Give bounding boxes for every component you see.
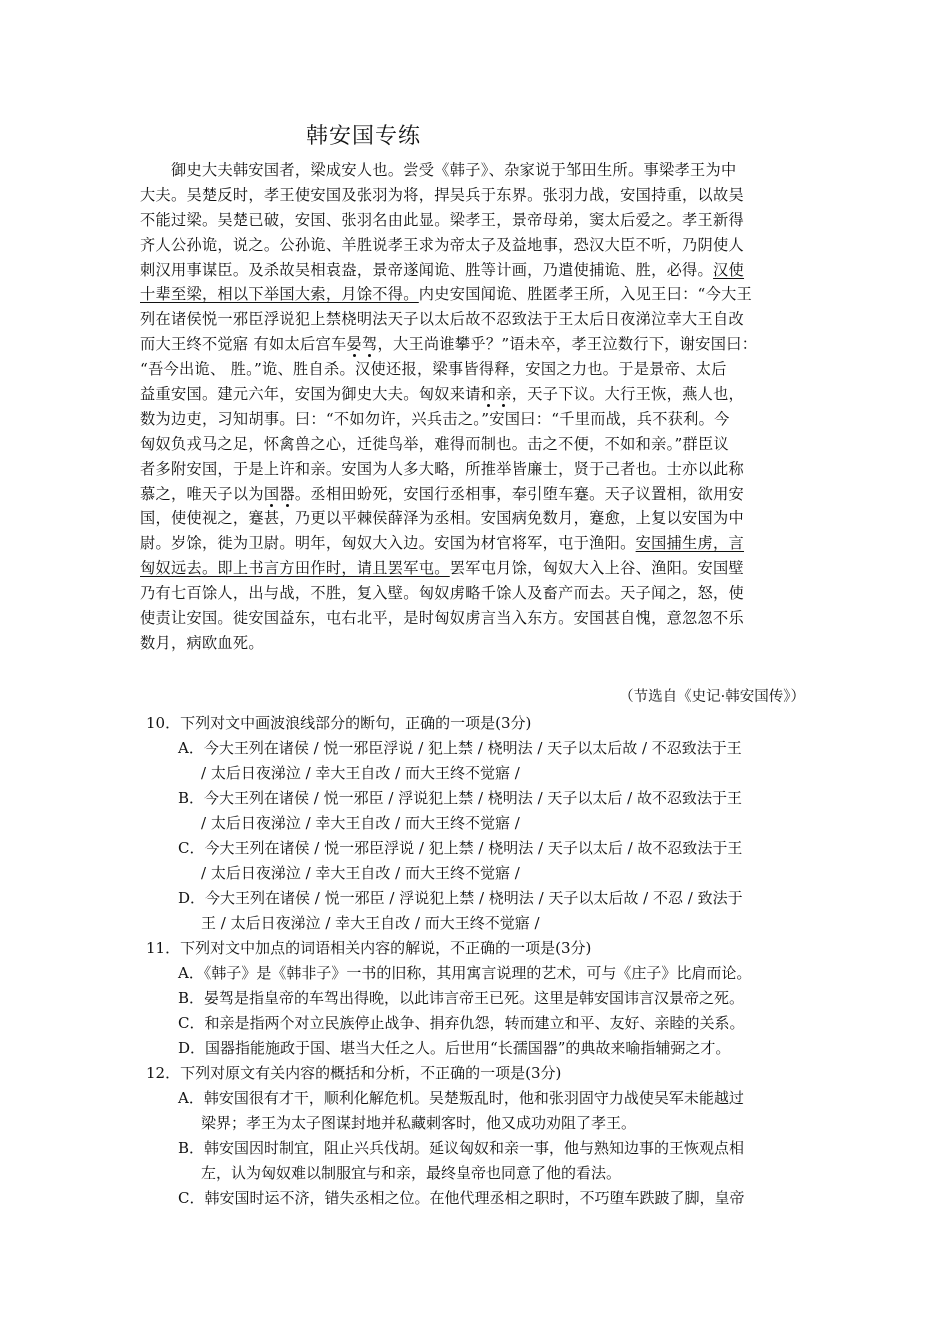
passage-line: 使责让安国。徙安国益东，屯右北平，是时匈奴虏言当入东方。安国甚自愧，意忽忽不乐	[140, 609, 745, 628]
answer-option-continued: 王 / 太后日夜涕泣 / 幸大王自改 / 而大王终不觉寤 /	[201, 914, 540, 932]
dotted-char: 晏	[346, 335, 362, 354]
underlined-segment: 十辈至梁，相以下举国大索，月馀不得。	[140, 285, 419, 304]
dotted-term	[481, 385, 512, 403]
answer-option: A．今大王列在诸侯 / 悦一邪臣浮说 / 犯上禁 / 桡明法 / 天子以太后故 / 不忍致法于王	[178, 739, 742, 757]
underlined-segment: 安国捕生虏，言	[635, 534, 745, 553]
answer-option-continued: 左，认为匈奴难以制服宜与和亲，最终皇帝也同意了他的看法。	[201, 1164, 622, 1182]
document-title: 韩安国专练	[306, 124, 422, 149]
dotted-term	[346, 335, 377, 353]
passage-segment: ，天子下议。大行王恢，燕人也，	[511, 385, 745, 404]
passage-line: 乃有七百馀人，出与战，不胜，复入壁。匈奴虏略千馀人及畜产而去。天子闻之，怒，使	[140, 584, 745, 603]
answer-option: D．今大王列在诸侯 / 悦一邪臣 / 浮说犯上禁 / 桡明法 / 天子以太后故 / 不忍 / 致法于	[178, 889, 743, 907]
underlined-segment: 汉使	[713, 260, 745, 279]
dotted-char: 亲	[496, 385, 512, 404]
passage-line: 数月，病欧血死。	[140, 633, 264, 652]
answer-option: B．今大王列在诸侯 / 悦一邪臣 / 浮说犯上禁 / 桡明法 / 天子以太后 / 故不忍致法于王	[178, 789, 742, 807]
answer-option-continued: / 太后日夜涕泣 / 幸大王自改 / 而大王终不觉寤 /	[201, 814, 520, 832]
answer-option-continued: / 太后日夜涕泣 / 幸大王自改 / 而大王终不觉寤 /	[201, 764, 520, 782]
answer-option: D．国器指能施政于国、堪当大任之人。后世用“长孺国器”的典故来喻指辅弼之才。	[178, 1039, 731, 1057]
passage-line: 齐人公孙诡，说之。公孙诡、羊胜说孝王求为帝太子及益地事，恐汉大臣不听，乃阴使人	[140, 235, 745, 254]
dotted-char: 国	[263, 484, 280, 503]
passage-line: 匈奴负戎马之足，怀禽兽之心，迁徙鸟举，难得而制也。击之不便，不如和亲。”群臣议	[140, 434, 729, 453]
dotted-char: 器	[279, 484, 295, 503]
underlined-segment: 匈奴远去。即上书言方田作时，请且罢军屯。	[140, 559, 450, 578]
source-citation: （节选自《史记·韩安国传》）	[619, 689, 805, 705]
passage-segment: ，大王尚谁攀乎？”语未卒，孝王泣数行下，谢安国曰：	[377, 335, 758, 354]
passage-line	[140, 556, 820, 581]
passage-line: 国，使使视之，蹇甚，乃更以平棘侯薛泽为丞相。安国病免数月，蹇愈，上复以安国为中	[140, 509, 745, 528]
passage-segment: 而大王终不觉寤 有如太后宫车	[140, 335, 347, 354]
question-block	[146, 1061, 826, 1211]
question-stem: 10．下列对文中画波浪线部分的断句，正确的一项是(3分)	[146, 714, 532, 732]
answer-option: A．《韩子》是《韩非子》一书的旧称，其用寓言说理的艺术，可与《庄子》比肩而论。	[178, 964, 752, 982]
passage-line: 大夫。吴楚反时，孝王使安国及张羽为将，捍吴兵于东界。张羽力战，安国持重，以故吴	[140, 185, 745, 204]
passage-segment: 内史安国闻诡、胜匿孝王所，入见王曰：“今大王	[418, 285, 753, 304]
answer-option-continued: / 太后日夜涕泣 / 幸大王自改 / 而大王终不觉寤 /	[201, 864, 520, 882]
dotted-char: 驾	[361, 335, 378, 354]
passage-line	[140, 258, 820, 283]
passage-segment: 刺汉用事谋臣。及杀故吴相袁盎，景帝遂闻诡、胜等计画，乃遣使捕诡、胜，必得。	[140, 260, 714, 279]
passage-segment: 慕之，唯天子以为	[140, 484, 264, 503]
answer-option: A．韩安国很有才干，顺利化解危机。吴楚叛乱时，他和张羽固守力战使吴军未能越过	[178, 1089, 744, 1107]
passage-line	[140, 531, 820, 556]
question-stem: 11．下列对文中加点的词语相关内容的解说，不正确的一项是(3分)	[146, 939, 592, 957]
passage-line	[140, 332, 820, 357]
answer-option-continued: 梁界；孝王为太子图谋封地并私藏刺客时，他又成功劝阻了孝王。	[201, 1114, 637, 1132]
passage-segment: 。丞相田蚡死，安国行丞相事，奉引堕车蹇。天子议置相，欲用安	[294, 484, 745, 503]
question-block	[146, 711, 826, 936]
passage-line: 不能过梁。吴楚已破，安国、张羽名由此显。梁孝王，景帝母弟，窦太后爱之。孝王新得	[140, 210, 745, 229]
passage-segment: 益重安国。建元六年，安国为御史大夫。匈奴来请	[140, 385, 481, 404]
answer-option: C．今大王列在诸侯 / 悦一邪臣浮说 / 犯上禁 / 桡明法 / 天子以太后 / 故不忍致法于王	[178, 839, 743, 857]
passage-segment: 尉。岁馀，徙为卫尉。明年，匈奴大入边。安国为材官将军，屯于渔阳。	[140, 534, 636, 553]
passage-text	[140, 158, 820, 656]
answer-option: C．韩安国时运不济，错失丞相之位。在他代理丞相之职时，不巧堕车跌跛了脚，皇帝	[178, 1189, 745, 1207]
passage-line: 列在诸侯悦一邪臣浮说犯上禁桡明法天子以太后故不忍致法于王太后日夜涕泣幸大王自改	[140, 310, 745, 329]
passage-line	[140, 282, 820, 307]
answer-option: B．韩安国因时制宜，阻止兴兵伐胡。延议匈奴和亲一事，他与熟知边事的王恢观点相	[178, 1139, 745, 1157]
passage-line	[140, 482, 820, 507]
question-block	[146, 936, 826, 1061]
question-stem: 12．下列对原文有关内容的概括和分析，不正确的一项是(3分)	[146, 1064, 562, 1082]
answer-option: B．晏驾是指皇帝的车驾出得晚，以此讳言帝王已死。这里是韩安国讳言汉景帝之死。	[178, 989, 745, 1007]
passage-line: 数为边吏，习知胡事。曰：“不如勿许，兴兵击之。”安国曰：“千里而战，兵不获利。今	[140, 409, 730, 428]
dotted-char: 和	[480, 385, 497, 404]
answer-option: C．和亲是指两个对立民族停止战争、捐弃仇怨，转而建立和平、友好、亲睦的关系。	[178, 1014, 745, 1032]
passage-line: “吾今出诡、 胜。”诡、胜自杀。汉使还报，梁事皆得释，安国之力也。于是景帝、太后	[140, 360, 727, 379]
dotted-term	[264, 485, 295, 503]
passage-line: 御史大夫韩安国者，梁成安人也。尝受《韩子》、杂家说于邹田生所。事梁孝王为中	[171, 161, 737, 179]
passage-line: 者多附安国，于是上许和亲。安国为人多大略，所推举皆廉士，贤于己者也。士亦以此称	[140, 459, 745, 478]
passage-line	[140, 382, 820, 407]
passage-segment: 罢军屯月馀，匈奴大入上谷、渔阳。安国壁	[449, 559, 745, 578]
question-list	[146, 711, 826, 1211]
